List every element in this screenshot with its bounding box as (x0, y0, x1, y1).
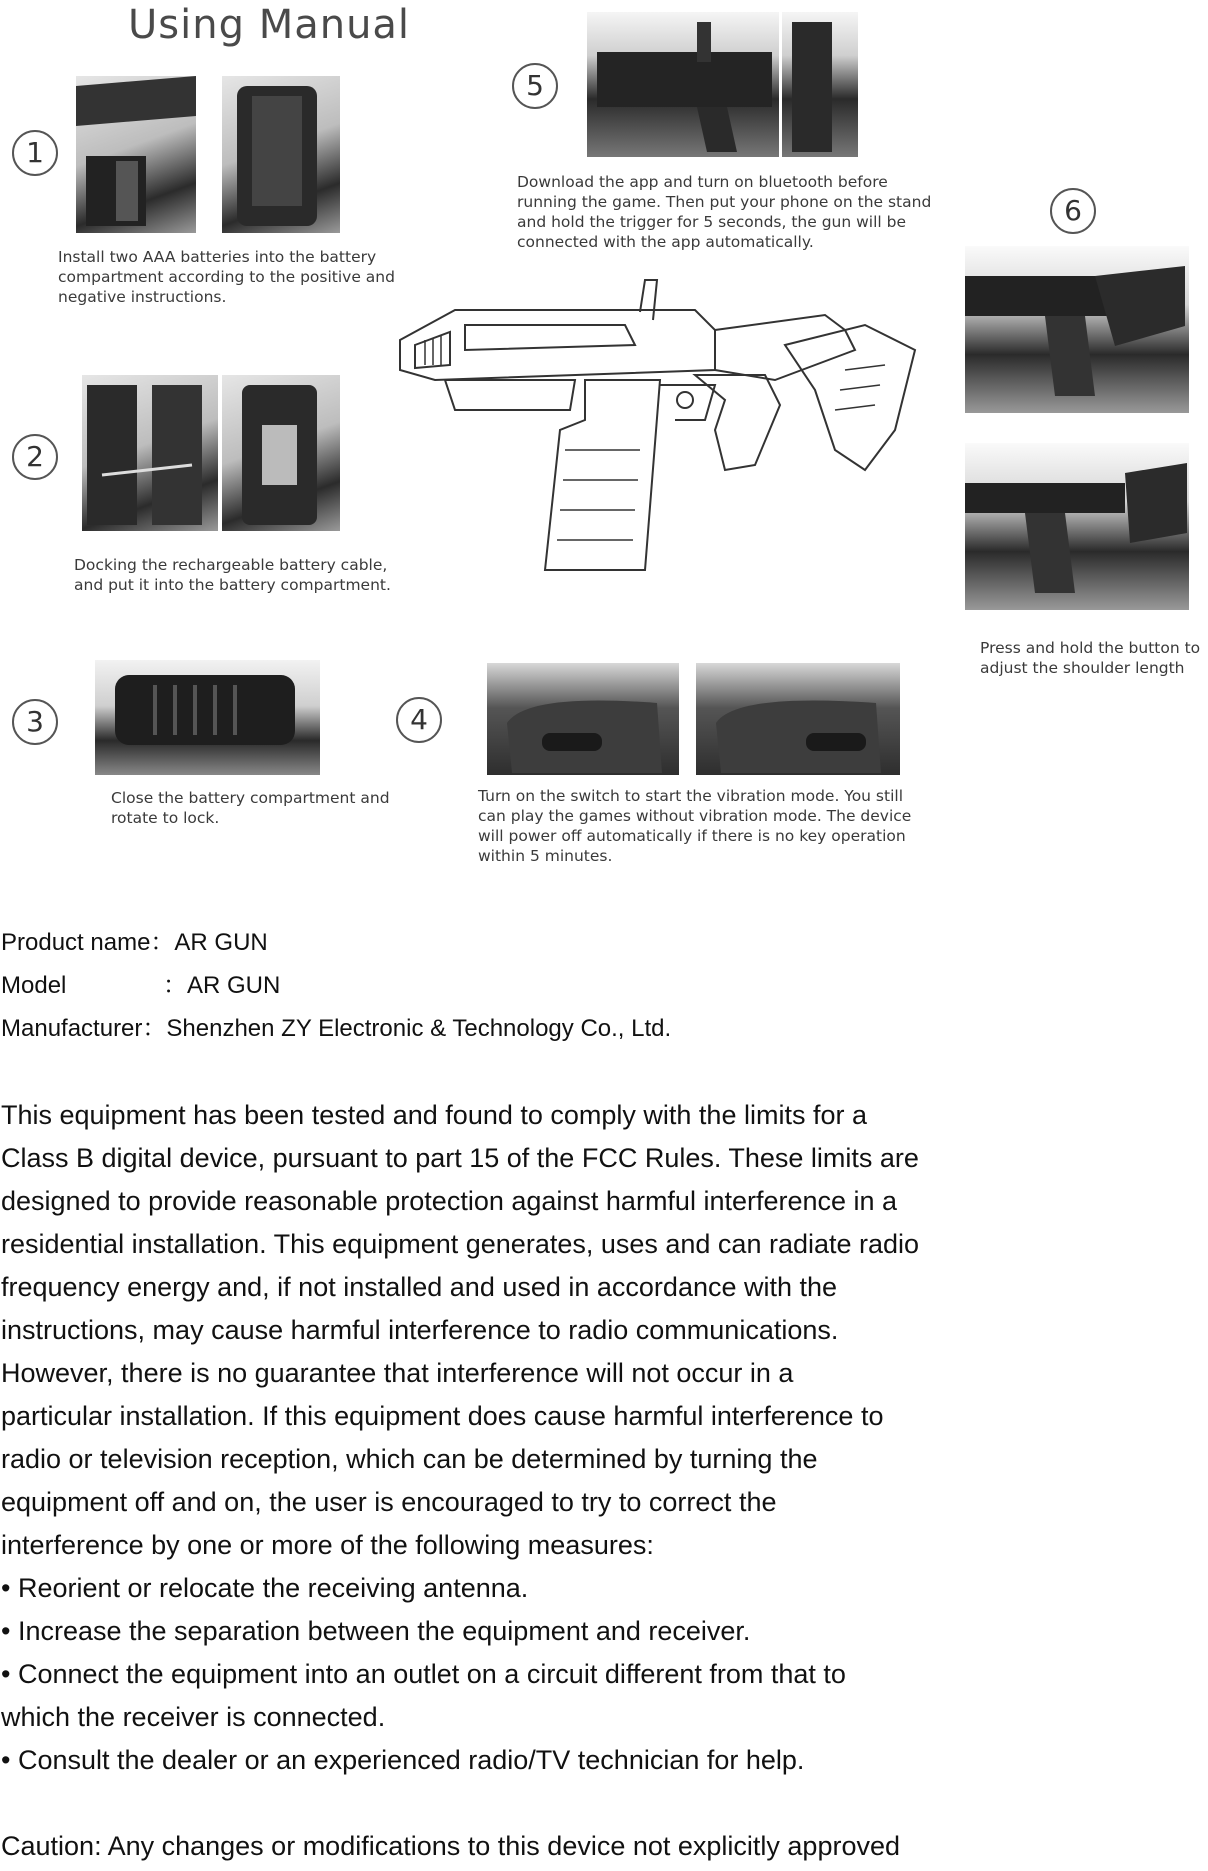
fcc-line: particular installation. If this equipment does cause harmful interference to (1, 1401, 884, 1431)
manual-title: Using Manual (128, 2, 411, 48)
step-1-photo-left (76, 76, 196, 233)
step-6-caption: Press and hold the button to adjust the shoulder length (980, 639, 1201, 677)
fcc-bullet: • Connect the equipment into an outlet on a circuit different from that to (1, 1659, 846, 1689)
fcc-line: interference by one or more of the following measures: (1, 1530, 654, 1560)
step-6-number: 6 (1050, 188, 1096, 234)
manufacturer-value: Shenzhen ZY Electronic & Technology Co., Ltd. (166, 1015, 672, 1042)
step-6-photo-top (965, 246, 1189, 413)
manufacturer-line (1, 1007, 671, 1050)
step-2-number: 2 (12, 434, 58, 480)
manufacturer-label: Manufacturer： (1, 1015, 167, 1042)
step-2-photo-right (222, 375, 340, 531)
fcc-bullet: • Consult the dealer or an experienced radio/TV technician for help. (1, 1745, 805, 1775)
fcc-line: radio or television reception, which can be determined by turning the (1, 1444, 818, 1474)
step-3-photo (95, 660, 320, 775)
step-4-photo-left (487, 663, 679, 775)
step-1-photo-right (222, 76, 340, 233)
step-3-number: 3 (12, 699, 58, 745)
step-1-number: 1 (12, 130, 58, 176)
fcc-line: However, there is no guarantee that interference will not occur in a (1, 1358, 794, 1388)
fcc-line: This equipment has been tested and found to comply with the limits for a (1, 1100, 867, 1130)
step-5-caption: Download the app and turn on bluetooth before running the game. Then put your phone on the stand and hold the trigger for 5 seconds, the gun will be connected with the app automatically. (517, 173, 932, 251)
fcc-line: equipment off and on, the user is encouraged to try to correct the (1, 1487, 777, 1517)
fcc-line: residential installation. This equipment generates, uses and can radiate radio (1, 1229, 920, 1259)
model-colon: ： (163, 972, 187, 999)
step-5-number: 5 (512, 63, 558, 109)
step-5-photo-left (587, 12, 779, 157)
step-1-caption: Install two AAA batteries into the battery compartment according to the positive and negative instructions. (58, 248, 395, 306)
step-3-caption: Close the battery compartment and rotate to lock. (111, 789, 390, 827)
blank-line (1, 1782, 1201, 1825)
fcc-line: frequency energy and, if not installed and used in accordance with the (1, 1272, 838, 1302)
fcc-line: instructions, may cause harmful interference to radio communications. (1, 1315, 839, 1345)
fcc-bullet: • Reorient or relocate the receiving antenna. (1, 1573, 529, 1603)
fcc-line: designed to provide reasonable protection against harmful interference in a (1, 1186, 898, 1216)
model-value: AR GUN (187, 972, 281, 999)
ar-gun-illustration (395, 270, 925, 585)
fcc-bullet: • Increase the separation between the equipment and receiver. (1, 1616, 751, 1646)
step-6-photo-bottom (965, 443, 1189, 610)
product-name-line (1, 921, 268, 964)
product-name-label: Product name： (1, 929, 175, 956)
product-name-value: AR GUN (174, 929, 268, 956)
fcc-line: which the receiver is connected. (1, 1702, 386, 1732)
model-line (1, 964, 280, 1007)
step-4-number: 4 (396, 697, 442, 743)
caution-line: Caution: Any changes or modifications to this device not explicitly approved (1, 1831, 901, 1861)
step-4-photo-right (696, 663, 900, 775)
step-2-caption: Docking the rechargeable battery cable, and put it into the battery compartment. (74, 556, 391, 594)
fcc-line: Class B digital device, pursuant to part 15 of the FCC Rules. These limits are (1, 1143, 919, 1173)
fcc-statement (1, 1094, 1201, 1868)
step-2-photo-left (82, 375, 218, 531)
step-4-caption: Turn on the switch to start the vibration mode. You still can play the games without vibration mode. The device will power off automatically if there is no key operation within 5 minutes. (478, 787, 912, 865)
step-5-photo-right (782, 12, 858, 157)
model-label: Model (1, 972, 67, 999)
